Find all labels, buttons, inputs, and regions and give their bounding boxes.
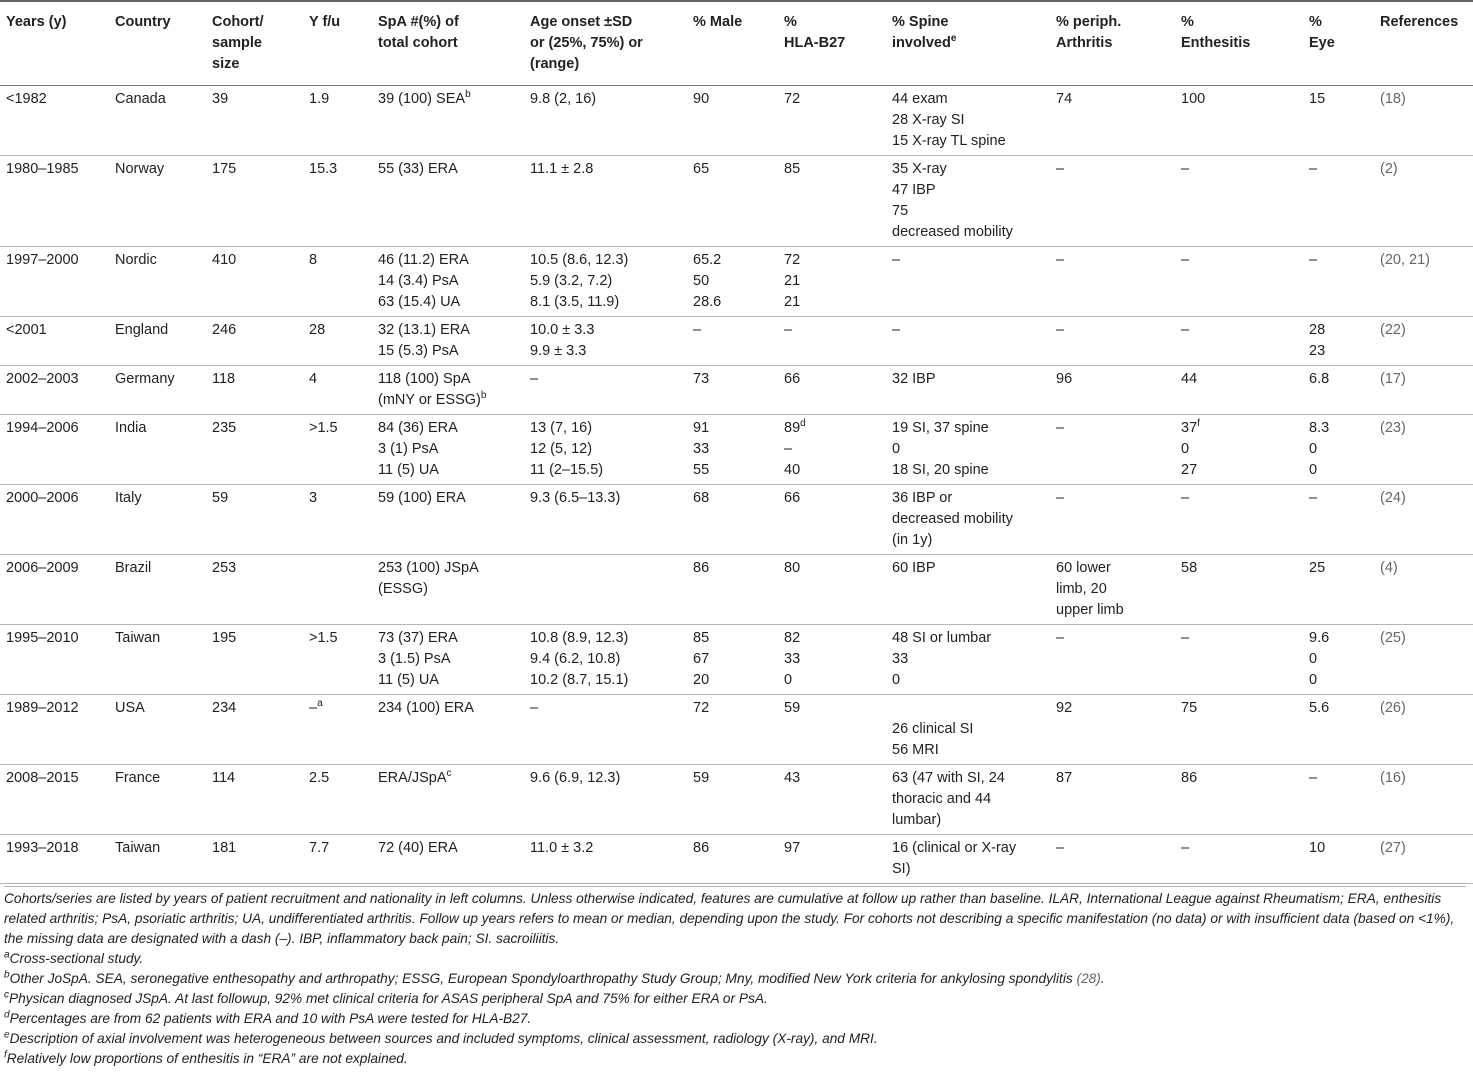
cell-years: 2008–2015 [0,765,109,835]
cell-sample-size: 235 [206,415,303,485]
cell-sample-size: 410 [206,247,303,317]
cell-spa: 118 (100) SpA (mNY or ESSG)$^b$ [372,366,524,415]
column-header: Country [109,1,206,86]
reference-link[interactable]: (28) [1076,971,1101,986]
cell-spine: 44 exam 28 X-ray SI 15 X-ray TL spine [886,86,1050,156]
cell-male: 90 [687,86,778,156]
table-row [0,156,1473,247]
cell-spa: 234 (100) ERA [372,695,524,765]
cell-reference[interactable]: (25) [1374,625,1473,695]
cell-country: England [109,317,206,366]
table-row [0,695,1473,765]
cell-sample-size: 234 [206,695,303,765]
cell-age-onset: 10.0 ± 3.3 9.9 ± 3.3 [524,317,687,366]
cell-reference[interactable]: (22) [1374,317,1473,366]
cell-eye: 6.8 [1303,366,1374,415]
cell-spa: 46 (11.2) ERA 14 (3.4) PsA 63 (15.4) UA [372,247,524,317]
cell-years: 2006–2009 [0,555,109,625]
table-row [0,366,1473,415]
column-header: SpA #(%) of total cohort [372,1,524,86]
cell-years: <1982 [0,86,109,156]
cell-eye: 8.3 0 0 [1303,415,1374,485]
cell-spine: 48 SI or lumbar 33 0 [886,625,1050,695]
cell-country: Taiwan [109,625,206,695]
cell-age-onset: 9.3 (6.5–13.3) [524,485,687,555]
table-row [0,625,1473,695]
column-header: Age onset ±SD or (25%, 75%) or (range) [524,1,687,86]
cell-age-onset: 9.8 (2, 16) [524,86,687,156]
cell-male: 59 [687,765,778,835]
cell-male: 86 [687,555,778,625]
cell-spa: 59 (100) ERA [372,485,524,555]
cell-sample-size: 118 [206,366,303,415]
cell-spa: ERA/JSpA$^c$ [372,765,524,835]
cell-sample-size: 175 [206,156,303,247]
cell-spa: 72 (40) ERA [372,835,524,884]
cell-spine: 35 X-ray 47 IBP 75 decreased mobility [886,156,1050,247]
cell-spa: 253 (100) JSpA (ESSG) [372,555,524,625]
cell-followup: >1.5 [303,625,372,695]
cell-years: 1994–2006 [0,415,109,485]
cell-eye: 25 [1303,555,1374,625]
column-header: Cohort/ sample size [206,1,303,86]
cell-hla-b27: 97 [778,835,886,884]
cell-periph-arthritis: 92 [1050,695,1175,765]
cell-reference[interactable]: (23) [1374,415,1473,485]
column-header: % Enthesitis [1175,1,1303,86]
cell-age-onset: 10.8 (8.9, 12.3) 9.4 (6.2, 10.8) 10.2 (8.7, 15.1) [524,625,687,695]
cell-sample-size: 181 [206,835,303,884]
cell-spa: 39 (100) SEA$^b$ [372,86,524,156]
cell-hla-b27: 66 [778,366,886,415]
cell-enthesitis: – [1175,247,1303,317]
cell-hla-b27: 43 [778,765,886,835]
cell-followup: >1.5 [303,415,372,485]
cell-enthesitis: 86 [1175,765,1303,835]
footnote-a: $^a$Cross-sectional study. [4,949,144,966]
cell-age-onset: 13 (7, 16) 12 (5, 12) 11 (2–15.5) [524,415,687,485]
table-row [0,86,1473,156]
footnote-e: $^e$Description of axial involvement was heterogeneous between sources and included symptoms, clinical assessment, radiology (X-ray), and MRI. [4,1029,878,1046]
column-header: % periph. Arthritis [1050,1,1175,86]
cell-sample-size: 39 [206,86,303,156]
cell-years: 2000–2006 [0,485,109,555]
cell-followup: 28 [303,317,372,366]
cell-followup: 4 [303,366,372,415]
cell-spa: 84 (36) ERA 3 (1) PsA 11 (5) UA [372,415,524,485]
cell-hla-b27: 72 21 21 [778,247,886,317]
cell-followup: 7.7 [303,835,372,884]
cell-reference[interactable]: (17) [1374,366,1473,415]
table-row [0,555,1473,625]
cell-years: 1993–2018 [0,835,109,884]
cell-enthesitis: 44 [1175,366,1303,415]
cell-country: Brazil [109,555,206,625]
cell-age-onset: 11.0 ± 3.2 [524,835,687,884]
cell-enthesitis: 100 [1175,86,1303,156]
cell-age-onset: 9.6 (6.9, 12.3) [524,765,687,835]
cell-country: India [109,415,206,485]
table-footnotes [4,886,1466,1069]
cell-reference[interactable]: (2) [1374,156,1473,247]
cell-eye: 28 23 [1303,317,1374,366]
cell-periph-arthritis: 74 [1050,86,1175,156]
cell-hla-b27: 59 [778,695,886,765]
cell-enthesitis: – [1175,156,1303,247]
cell-eye: 15 [1303,86,1374,156]
cell-enthesitis: – [1175,485,1303,555]
cell-enthesitis: – [1175,625,1303,695]
cell-male: 65 [687,156,778,247]
cell-years: 1980–1985 [0,156,109,247]
cell-followup: 1.9 [303,86,372,156]
cell-followup [303,555,372,625]
table-row [0,485,1473,555]
cell-periph-arthritis: – [1050,317,1175,366]
cell-sample-size: 114 [206,765,303,835]
cell-country: Norway [109,156,206,247]
cell-periph-arthritis: – [1050,156,1175,247]
cell-eye: 9.6 0 0 [1303,625,1374,695]
cell-age-onset: – [524,366,687,415]
column-header: Years (y) [0,1,109,86]
cell-years: <2001 [0,317,109,366]
cell-spine: 19 SI, 37 spine 0 18 SI, 20 spine [886,415,1050,485]
cell-hla-b27: 89$^d$ – 40 [778,415,886,485]
cell-country: USA [109,695,206,765]
cell-male: 73 [687,366,778,415]
cell-eye: – [1303,485,1374,555]
cell-hla-b27: 82 33 0 [778,625,886,695]
column-header: % Eye [1303,1,1374,86]
cell-hla-b27: 72 [778,86,886,156]
cell-spine: 32 IBP [886,366,1050,415]
cell-periph-arthritis: – [1050,485,1175,555]
cell-country: Taiwan [109,835,206,884]
footnote-f: $^f$Relatively low proportions of enthesitis in “ERA” are not explained. [4,1049,408,1066]
table-row [0,765,1473,835]
cell-spa: 55 (33) ERA [372,156,524,247]
cell-years: 1997–2000 [0,247,109,317]
column-header: % Spine involved$^e$ [886,1,1050,86]
cell-enthesitis: 58 [1175,555,1303,625]
cell-years: 1995–2010 [0,625,109,695]
cell-spine: – [886,247,1050,317]
cell-spa: 73 (37) ERA 3 (1.5) PsA 11 (5) UA [372,625,524,695]
cell-periph-arthritis: 87 [1050,765,1175,835]
cell-spa: 32 (13.1) ERA 15 (5.3) PsA [372,317,524,366]
cell-periph-arthritis: 60 lower limb, 20 upper limb [1050,555,1175,625]
cell-years: 2002–2003 [0,366,109,415]
cell-enthesitis: 75 [1175,695,1303,765]
cell-age-onset [524,555,687,625]
cell-sample-size: 253 [206,555,303,625]
cell-country: Canada [109,86,206,156]
cell-enthesitis: – [1175,317,1303,366]
cell-age-onset: 11.1 ± 2.8 [524,156,687,247]
cell-followup: 3 [303,485,372,555]
cell-years: 1989–2012 [0,695,109,765]
cell-spine: 16 (clinical or X-ray SI) [886,835,1050,884]
cell-hla-b27: 85 [778,156,886,247]
cell-male: 91 33 55 [687,415,778,485]
cell-periph-arthritis: – [1050,835,1175,884]
cell-male: 72 [687,695,778,765]
cell-spine: 36 IBP or decreased mobility (in 1y) [886,485,1050,555]
cell-followup: 2.5 [303,765,372,835]
cell-country: France [109,765,206,835]
cell-reference[interactable]: (24) [1374,485,1473,555]
cell-periph-arthritis: – [1050,247,1175,317]
cell-enthesitis: 37$^f$ 0 27 [1175,415,1303,485]
cell-age-onset: – [524,695,687,765]
cell-enthesitis: – [1175,835,1303,884]
cell-reference[interactable]: (16) [1374,765,1473,835]
cell-male: 65.2 50 28.6 [687,247,778,317]
cell-eye: – [1303,247,1374,317]
column-header: References [1374,1,1473,86]
table-row [0,415,1473,485]
footnote-main: Cohorts/series are listed by years of patient recruitment and nationality in left columns. Unless otherwise indicated, features are cumulative at follow up rather than baseline. ILAR, International League against Rheumatism; ERA, enthesitis related arthritis; PsA, psoriatic arthritis; UA, undifferentiated arthritis. Follow up years refers to mean or median, depending upon the study. For cohorts not describing a specific manifestation (no data) or with insufficient data (based on <1%), the missing data are designated with a dash (–). IBP, inflammatory back pain; SI. sacroiliitis. [4,891,1455,946]
cell-hla-b27: – [778,317,886,366]
cell-sample-size: 59 [206,485,303,555]
cell-country: Nordic [109,247,206,317]
cell-eye: – [1303,765,1374,835]
cell-spine: 26 clinical SI 56 MRI [886,695,1050,765]
column-header: % Male [687,1,778,86]
cell-periph-arthritis: 96 [1050,366,1175,415]
cell-hla-b27: 80 [778,555,886,625]
cell-reference[interactable]: (27) [1374,835,1473,884]
cell-periph-arthritis: – [1050,625,1175,695]
cell-sample-size: 246 [206,317,303,366]
cell-hla-b27: 66 [778,485,886,555]
table-row [0,835,1473,884]
cell-age-onset: 10.5 (8.6, 12.3) 5.9 (3.2, 7.2) 8.1 (3.5, 11.9) [524,247,687,317]
column-header: % HLA-B27 [778,1,886,86]
cell-male: – [687,317,778,366]
column-header: Y f/u [303,1,372,86]
cell-reference[interactable]: (20, 21) [1374,247,1473,317]
cell-eye: – [1303,156,1374,247]
cell-followup: 15.3 [303,156,372,247]
cell-male: 86 [687,835,778,884]
cell-eye: 5.6 [1303,695,1374,765]
footnote-c: $^c$Physican diagnosed JSpA. At last followup, 92% met clinical criteria for ASAS peripheral SpA and 75% for either ERA or PsA. [4,989,768,1006]
cell-spine: – [886,317,1050,366]
cell-spine: 63 (47 with SI, 24 thoracic and 44 lumbar) [886,765,1050,835]
footnote-b: $^b$Other JoSpA. SEA, seronegative enthesopathy and arthropathy; ESSG, European Spondyloarthropathy Study Group; Mny, modified New York criteria for ankylosing spondylitis (28). [4,969,1105,986]
cell-reference[interactable]: (4) [1374,555,1473,625]
cell-reference[interactable]: (26) [1374,695,1473,765]
cell-country: Germany [109,366,206,415]
cell-male: 68 [687,485,778,555]
cell-male: 85 67 20 [687,625,778,695]
cell-spine: 60 IBP [886,555,1050,625]
cell-eye: 10 [1303,835,1374,884]
cell-periph-arthritis: – [1050,415,1175,485]
cell-followup: 8 [303,247,372,317]
cell-reference[interactable]: (18) [1374,86,1473,156]
cell-sample-size: 195 [206,625,303,695]
table-header-row [0,1,1473,86]
footnote-d: $^d$Percentages are from 62 patients with ERA and 10 with PsA were tested for HLA-B27. [4,1009,532,1026]
cell-followup: –$^a$ [303,695,372,765]
cell-country: Italy [109,485,206,555]
table-row [0,247,1473,317]
table-row [0,317,1473,366]
